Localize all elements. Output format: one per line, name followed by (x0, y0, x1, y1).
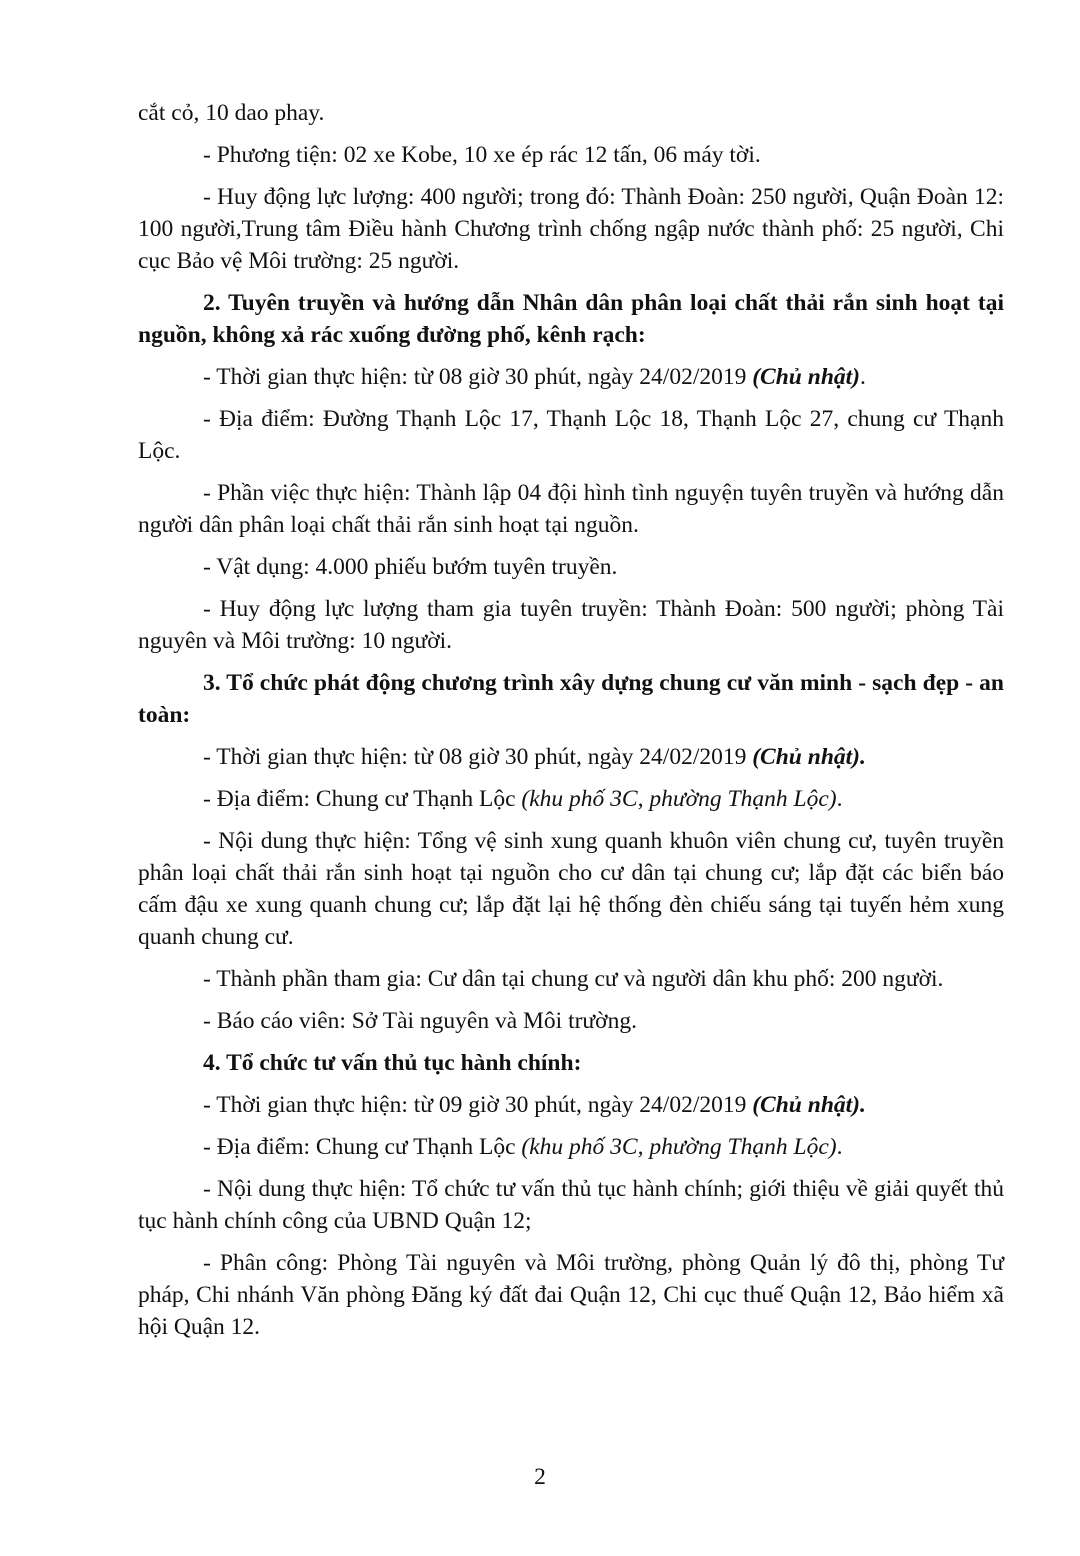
paragraph-time-3: - Thời gian thực hiện: từ 08 giờ 30 phút, ngày 24/02/2019 (Chủ nhật). (203, 744, 866, 770)
page-number: 2 (534, 1464, 546, 1490)
document-body (138, 97, 1004, 1343)
paragraph-content-4: - Nội dung thực hiện: Tổ chức tư vấn thủ tục hành chính; giới thiệu về giải quyết thủ tục hành chính công của UBND Quận 12; (138, 1176, 1004, 1234)
paragraph-time-2: - Thời gian thực hiện: từ 08 giờ 30 phút, ngày 24/02/2019 (Chủ nhật). (203, 364, 866, 390)
paragraph-location-4: - Địa điểm: Chung cư Thạnh Lộc (khu phố 3C, phường Thạnh Lộc). (203, 1134, 843, 1160)
section-heading-4: 4. Tổ chức tư vấn thủ tục hành chính: (203, 1050, 582, 1076)
day-note: (Chủ nhật). (752, 1092, 866, 1118)
paragraph-location-3: - Địa điểm: Chung cư Thạnh Lộc (khu phố 3C, phường Thạnh Lộc). (203, 786, 843, 812)
paragraph-time-4: - Thời gian thực hiện: từ 09 giờ 30 phút, ngày 24/02/2019 (Chủ nhật). (203, 1092, 866, 1118)
paragraph-assignment-4: - Phân công: Phòng Tài nguyên và Môi trường, phòng Quản lý đô thị, phòng Tư pháp, Chi nhánh Văn phòng Đăng ký đất đai Quận 12, Chi cục thuế Quận 12, Bảo hiểm xã hội Quận 12. (138, 1250, 1004, 1340)
paragraph-supplies-2: - Vật dụng: 4.000 phiếu bướm tuyên truyền. (203, 554, 618, 580)
section-heading-3: 3. Tổ chức phát động chương trình xây dựng chung cư văn minh - sạch đẹp - an toàn: (138, 670, 1004, 728)
paragraph-content-3: - Nội dung thực hiện: Tổng vệ sinh xung quanh khuôn viên chung cư, tuyên truyền phân loại chất thải rắn sinh hoạt tại nguồn cho cư dân tại chung cư; lắp đặt các biển báo cấm đậu xe xung quanh chung cư; lắp đặt lại hệ thống đèn chiếu sáng tại tuyến hẻm xung quanh chung cư. (138, 828, 1004, 950)
paragraph-participants-3: - Thành phần tham gia: Cư dân tại chung cư và người dân khu phố: 200 người. (203, 966, 944, 992)
paragraph-tasks-2: - Phần việc thực hiện: Thành lập 04 đội hình tình nguyện tuyên truyền và hướng dẫn người dân phân loại chất thải rắn sinh hoạt tại nguồn. (138, 480, 1004, 538)
day-note: (Chủ nhật) (752, 364, 860, 390)
day-note: (Chủ nhật). (752, 744, 866, 770)
paragraph-speaker-3: - Báo cáo viên: Sở Tài nguyên và Môi trường. (203, 1008, 637, 1034)
paragraph-manpower: - Huy động lực lượng: 400 người; trong đó: Thành Đoàn: 250 người, Quận Đoàn 12: 100 người,Trung tâm Điều hành Chương trình chống ngập nước thành phố: 25 người, Chi cục Bảo vệ Môi trường: 25 người. (138, 184, 1004, 274)
section-heading-2: 2. Tuyên truyền và hướng dẫn Nhân dân phân loại chất thải rắn sinh hoạt tại nguồn, không xả rác xuống đường phố, kênh rạch: (138, 290, 1004, 348)
paragraph-manpower-2: - Huy động lực lượng tham gia tuyên truyền: Thành Đoàn: 500 người; phòng Tài nguyên và Môi trường: 10 người. (138, 596, 1004, 654)
paragraph-location-2: - Địa điểm: Đường Thạnh Lộc 17, Thạnh Lộc 18, Thạnh Lộc 27, chung cư Thạnh Lộc. (138, 406, 1004, 464)
paragraph-vehicles: - Phương tiện: 02 xe Kobe, 10 xe ép rác 12 tấn, 06 máy tời. (203, 142, 761, 168)
place-note: (khu phố 3C, phường Thạnh Lộc) (521, 1134, 837, 1160)
paragraph-equipment-tail: cắt cỏ, 10 dao phay. (138, 100, 325, 126)
place-note: (khu phố 3C, phường Thạnh Lộc) (521, 786, 837, 812)
